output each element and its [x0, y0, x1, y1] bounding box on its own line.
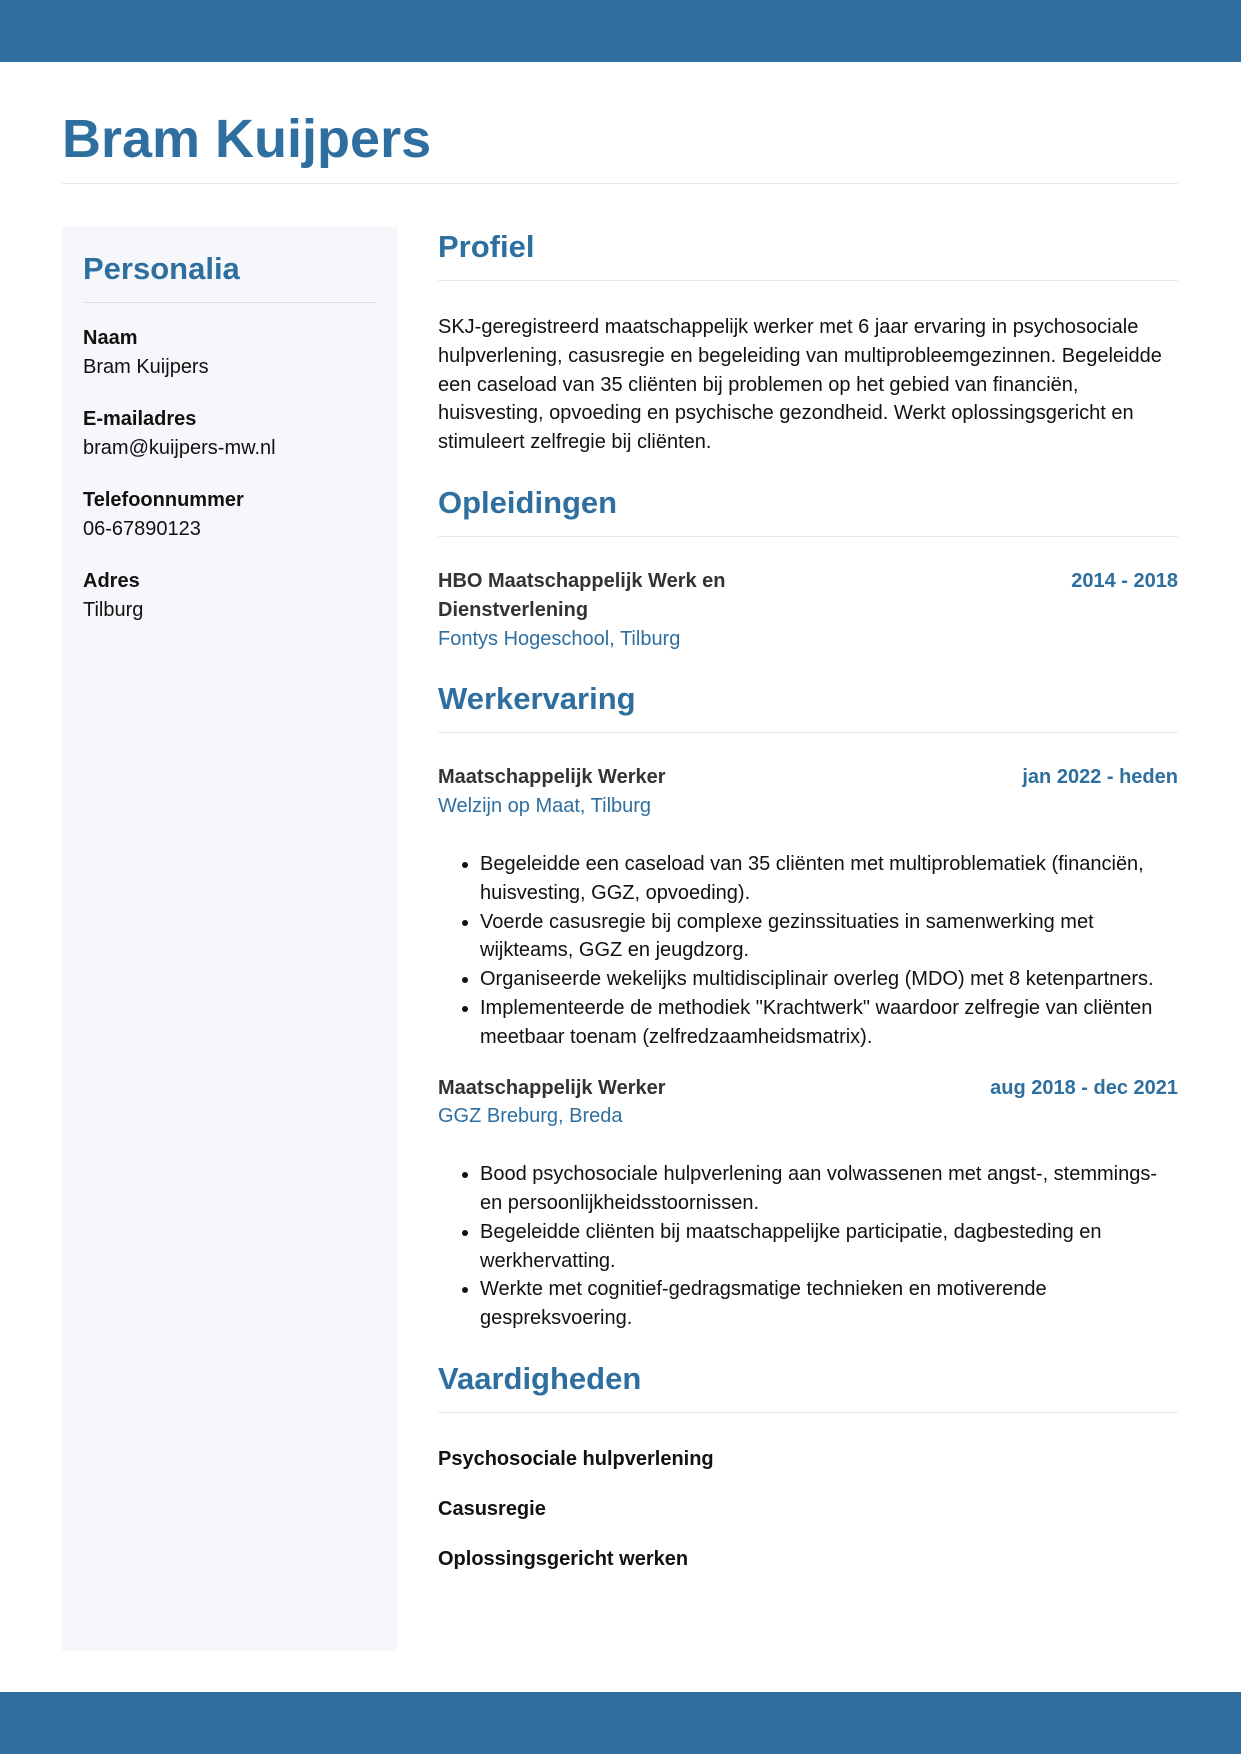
field-label: Telefoonnummer [83, 489, 244, 511]
entry-header [438, 763, 1178, 792]
entry-organization: GGZ Breburg, Breda [438, 1105, 623, 1128]
field-label: Adres [83, 570, 140, 592]
field-phone [83, 486, 376, 544]
entry-organization: Fontys Hogeschool, Tilburg [438, 627, 681, 650]
sidebar-title: Personalia [83, 249, 376, 303]
entry-organization: Welzijn op Maat, Tilburg [438, 795, 652, 818]
list-item: • Bood psychosociale hulpverlening aan volwassenen met angst-, stemmings- en persoonlijkheidsstoornissen. [480, 1160, 1178, 1218]
section-experience [438, 679, 1178, 1333]
header-band [0, 0, 1241, 62]
experience-entry [438, 763, 1178, 1051]
skill-item: Oplossingsgericht werken [438, 1547, 689, 1570]
list-item: • Begeleidde een caseload van 35 cliënten met multiproblematiek (financiën, huisvesting, GGZ, opvoeding). [480, 850, 1178, 908]
section-title: Opleidingen [438, 483, 1178, 537]
entry-header [438, 567, 1178, 625]
field-value: 06-67890123 [83, 518, 201, 540]
section-skills [438, 1359, 1178, 1573]
entry-title: Maatschappelijk Werker [438, 1076, 666, 1099]
field-email [83, 405, 376, 463]
section-title: Profiel [438, 227, 1178, 281]
entry-title: HBO Maatschappelijk Werk en Dienstverlening [438, 569, 726, 621]
experience-entry [438, 1074, 1178, 1333]
entry-header [438, 1074, 1178, 1103]
main-content [438, 227, 1178, 1599]
field-address [83, 567, 376, 625]
education-entry [438, 567, 1178, 653]
entry-date: 2014 - 2018 [1071, 569, 1178, 592]
field-name [83, 324, 376, 382]
title-divider [62, 183, 1178, 184]
list-item: • Werkte met cognitief-gedragsmatige technieken en motiverende gespreksvoering. [480, 1275, 1178, 1333]
list-item: • Begeleidde cliënten bij maatschappelijke participatie, dagbesteding en werkhervatting. [480, 1218, 1178, 1276]
entry-bullets [438, 850, 1178, 1052]
entry-date: jan 2022 - heden [1022, 766, 1178, 789]
list-item: • Organiseerde wekelijks multidisciplinair overleg (MDO) met 8 ketenpartners. [480, 965, 1178, 994]
entry-title: Maatschappelijk Werker [438, 766, 666, 789]
section-education [438, 483, 1178, 653]
section-profile [438, 227, 1178, 457]
field-value: Tilburg [83, 599, 144, 621]
page-title: Bram Kuijpers [62, 109, 432, 169]
skill-item: Casusregie [438, 1497, 546, 1520]
profile-text: SKJ-geregistreerd maatschappelijk werker met 6 jaar ervaring in psychosociale hulpverlening, casusregie en begeleiding van multiprobleemgezinnen. Begeleidde een caseload van 35 cliënten bij problemen op het gebied van financiën, huisvesting, opvoeding en psychische gezondheid. Werkt oplossingsgericht en stimuleert zelfregie bij cliënten. [438, 316, 1162, 454]
field-label: Naam [83, 327, 138, 349]
field-label: E-mailadres [83, 408, 197, 430]
entry-bullets [438, 1160, 1178, 1333]
list-item: • Implementeerde de methodiek "Krachtwerk" waardoor zelfregie van cliënten meetbaar toenam (zelfredzaamheidsmatrix). [480, 994, 1178, 1052]
skill-item: Psychosociale hulpverlening [438, 1447, 714, 1470]
footer-band [0, 1692, 1241, 1754]
field-value: bram@kuijpers-mw.nl [83, 437, 276, 459]
sidebar-personalia [62, 227, 397, 1651]
section-title: Werkervaring [438, 679, 1178, 733]
entry-date: aug 2018 - dec 2021 [990, 1076, 1178, 1099]
list-item: • Voerde casusregie bij complexe gezinssituaties in samenwerking met wijkteams, GGZ en jeugdzorg. [480, 908, 1178, 966]
section-title: Vaardigheden [438, 1359, 1178, 1413]
field-value: Bram Kuijpers [83, 356, 209, 378]
